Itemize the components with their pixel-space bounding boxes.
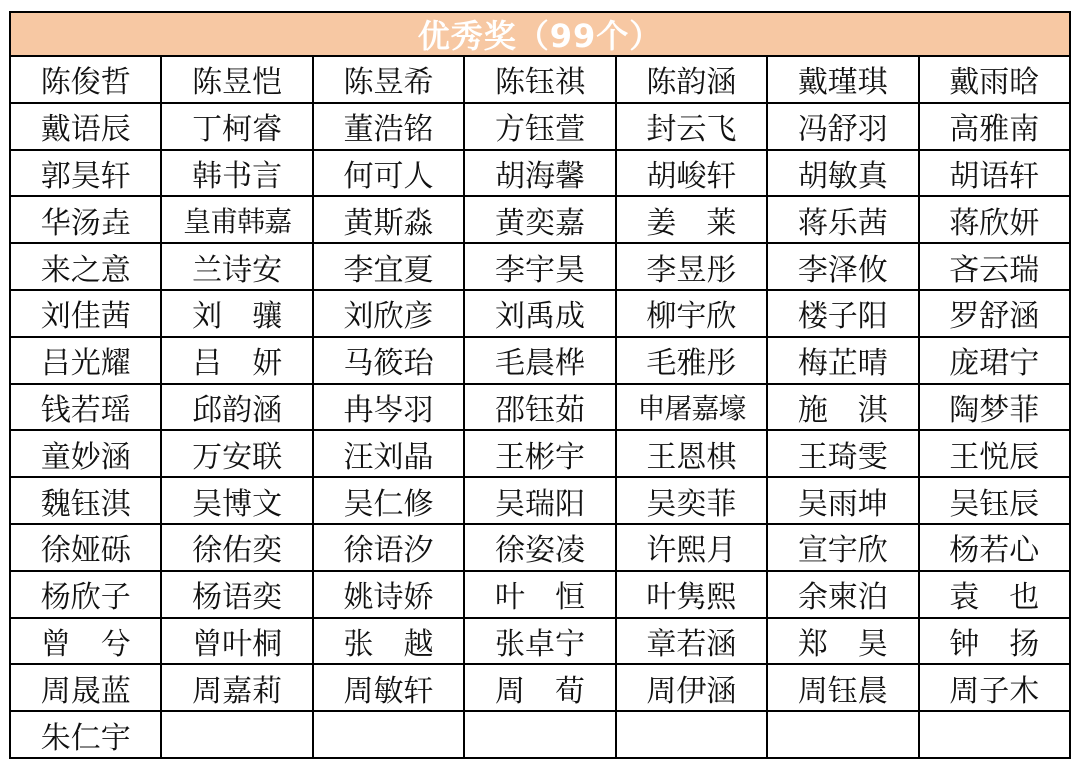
table-row — [10, 430, 1070, 477]
name-cell: 罗舒涵 — [919, 290, 1070, 337]
name-cell: 戴语辰 — [10, 103, 161, 150]
name-cell: 邵钰茹 — [464, 384, 615, 431]
name-cell: 胡海馨 — [464, 150, 615, 197]
name-cell: 李泽攸 — [767, 243, 918, 290]
name-cell: 杨语奕 — [161, 571, 312, 618]
name-cell: 马筱珆 — [313, 337, 464, 384]
name-cell: 皇甫韩嘉 — [161, 196, 312, 243]
name-cell: 何可人 — [313, 150, 464, 197]
empty-cell — [464, 711, 615, 758]
name-cell: 吴雨坤 — [767, 477, 918, 524]
name-cell: 周子木 — [919, 664, 1070, 711]
table-row — [10, 384, 1070, 431]
table-row — [10, 571, 1070, 618]
name-cell: 来之意 — [10, 243, 161, 290]
award-sheet — [9, 11, 1071, 756]
name-cell: 毛晨桦 — [464, 337, 615, 384]
name-cell: 姚诗娇 — [313, 571, 464, 618]
name-cell: 李宇昊 — [464, 243, 615, 290]
name-cell: 刘禹成 — [464, 290, 615, 337]
empty-cell — [313, 711, 464, 758]
name-cell: 蒋乐茜 — [767, 196, 918, 243]
name-cell: 丁柯睿 — [161, 103, 312, 150]
table-row — [10, 103, 1070, 150]
name-cell: 周钰晨 — [767, 664, 918, 711]
name-cell: 邱韵涵 — [161, 384, 312, 431]
name-cell: 周伊涵 — [616, 664, 767, 711]
name-cell: 章若涵 — [616, 618, 767, 665]
name-cell: 童妙涵 — [10, 430, 161, 477]
name-cell: 郑 昊 — [767, 618, 918, 665]
name-cell: 张卓宁 — [464, 618, 615, 665]
name-cell: 曾叶桐 — [161, 618, 312, 665]
name-cell: 吕光耀 — [10, 337, 161, 384]
name-table-body — [10, 56, 1070, 758]
name-cell: 胡语轩 — [919, 150, 1070, 197]
name-cell: 冉岑羽 — [313, 384, 464, 431]
name-cell: 袁 也 — [919, 571, 1070, 618]
name-cell: 陈钰祺 — [464, 56, 615, 103]
table-row — [10, 337, 1070, 384]
name-cell: 吕 妍 — [161, 337, 312, 384]
name-cell: 徐佑奕 — [161, 524, 312, 571]
name-cell: 余柬泊 — [767, 571, 918, 618]
name-cell: 刘 骧 — [161, 290, 312, 337]
name-cell: 魏钰淇 — [10, 477, 161, 524]
award-title: 优秀奖（99个） — [9, 11, 1071, 55]
name-cell: 万安联 — [161, 430, 312, 477]
empty-cell — [161, 711, 312, 758]
name-cell: 刘欣彦 — [313, 290, 464, 337]
name-cell: 徐语汐 — [313, 524, 464, 571]
name-cell: 陈昱恺 — [161, 56, 312, 103]
name-cell: 周嘉莉 — [161, 664, 312, 711]
table-row — [10, 56, 1070, 103]
name-table — [9, 55, 1071, 759]
name-cell: 王琦雯 — [767, 430, 918, 477]
name-cell: 封云飞 — [616, 103, 767, 150]
name-cell: 张 越 — [313, 618, 464, 665]
table-row — [10, 477, 1070, 524]
table-row — [10, 196, 1070, 243]
name-cell: 姜 莱 — [616, 196, 767, 243]
name-cell: 钱若瑶 — [10, 384, 161, 431]
table-row — [10, 243, 1070, 290]
table-row — [10, 618, 1070, 665]
name-cell: 杨欣子 — [10, 571, 161, 618]
name-cell: 胡敏真 — [767, 150, 918, 197]
name-cell: 高雅南 — [919, 103, 1070, 150]
name-cell: 周晟蓝 — [10, 664, 161, 711]
name-cell: 柳宇欣 — [616, 290, 767, 337]
name-cell: 冯舒羽 — [767, 103, 918, 150]
name-cell: 胡峻轩 — [616, 150, 767, 197]
name-cell: 楼子阳 — [767, 290, 918, 337]
empty-cell — [767, 711, 918, 758]
name-cell: 钟 扬 — [919, 618, 1070, 665]
name-cell: 叶隽熙 — [616, 571, 767, 618]
name-cell: 叶 恒 — [464, 571, 615, 618]
name-cell: 蒋欣妍 — [919, 196, 1070, 243]
name-cell: 杨若心 — [919, 524, 1070, 571]
name-cell: 汪刘晶 — [313, 430, 464, 477]
name-cell: 董浩铭 — [313, 103, 464, 150]
name-cell: 李昱彤 — [616, 243, 767, 290]
name-cell: 吴瑞阳 — [464, 477, 615, 524]
name-cell: 徐娅砾 — [10, 524, 161, 571]
name-cell: 戴雨晗 — [919, 56, 1070, 103]
name-cell: 陈韵涵 — [616, 56, 767, 103]
name-cell: 方钰萱 — [464, 103, 615, 150]
name-cell: 兰诗安 — [161, 243, 312, 290]
name-cell: 申屠嘉壕 — [616, 384, 767, 431]
name-cell: 吴奕菲 — [616, 477, 767, 524]
name-cell: 王恩棋 — [616, 430, 767, 477]
name-cell: 黄斯淼 — [313, 196, 464, 243]
name-cell: 周 荀 — [464, 664, 615, 711]
name-cell: 毛雅彤 — [616, 337, 767, 384]
name-cell: 庞珺宁 — [919, 337, 1070, 384]
table-row — [10, 290, 1070, 337]
name-cell: 韩书言 — [161, 150, 312, 197]
name-cell: 施 淇 — [767, 384, 918, 431]
name-cell: 陈俊哲 — [10, 56, 161, 103]
name-cell: 黄奕嘉 — [464, 196, 615, 243]
name-cell: 宣宇欣 — [767, 524, 918, 571]
table-row — [10, 150, 1070, 197]
name-cell: 郭昊轩 — [10, 150, 161, 197]
name-cell: 王悦辰 — [919, 430, 1070, 477]
name-cell: 朱仁宇 — [10, 711, 161, 758]
name-cell: 周敏轩 — [313, 664, 464, 711]
empty-cell — [919, 711, 1070, 758]
name-cell: 吴仁修 — [313, 477, 464, 524]
name-cell: 吴博文 — [161, 477, 312, 524]
name-cell: 梅芷晴 — [767, 337, 918, 384]
name-cell: 徐姿凌 — [464, 524, 615, 571]
name-cell: 陈昱希 — [313, 56, 464, 103]
table-row — [10, 524, 1070, 571]
name-cell: 曾 兮 — [10, 618, 161, 665]
empty-cell — [616, 711, 767, 758]
name-cell: 刘佳茜 — [10, 290, 161, 337]
name-cell: 戴瑾琪 — [767, 56, 918, 103]
name-cell: 吴钰辰 — [919, 477, 1070, 524]
name-cell: 王彬宇 — [464, 430, 615, 477]
name-cell: 华汤垚 — [10, 196, 161, 243]
name-cell: 许熙月 — [616, 524, 767, 571]
table-row — [10, 711, 1070, 758]
name-cell: 陶梦菲 — [919, 384, 1070, 431]
name-cell: 李宜夏 — [313, 243, 464, 290]
table-row — [10, 664, 1070, 711]
name-cell: 吝云瑞 — [919, 243, 1070, 290]
